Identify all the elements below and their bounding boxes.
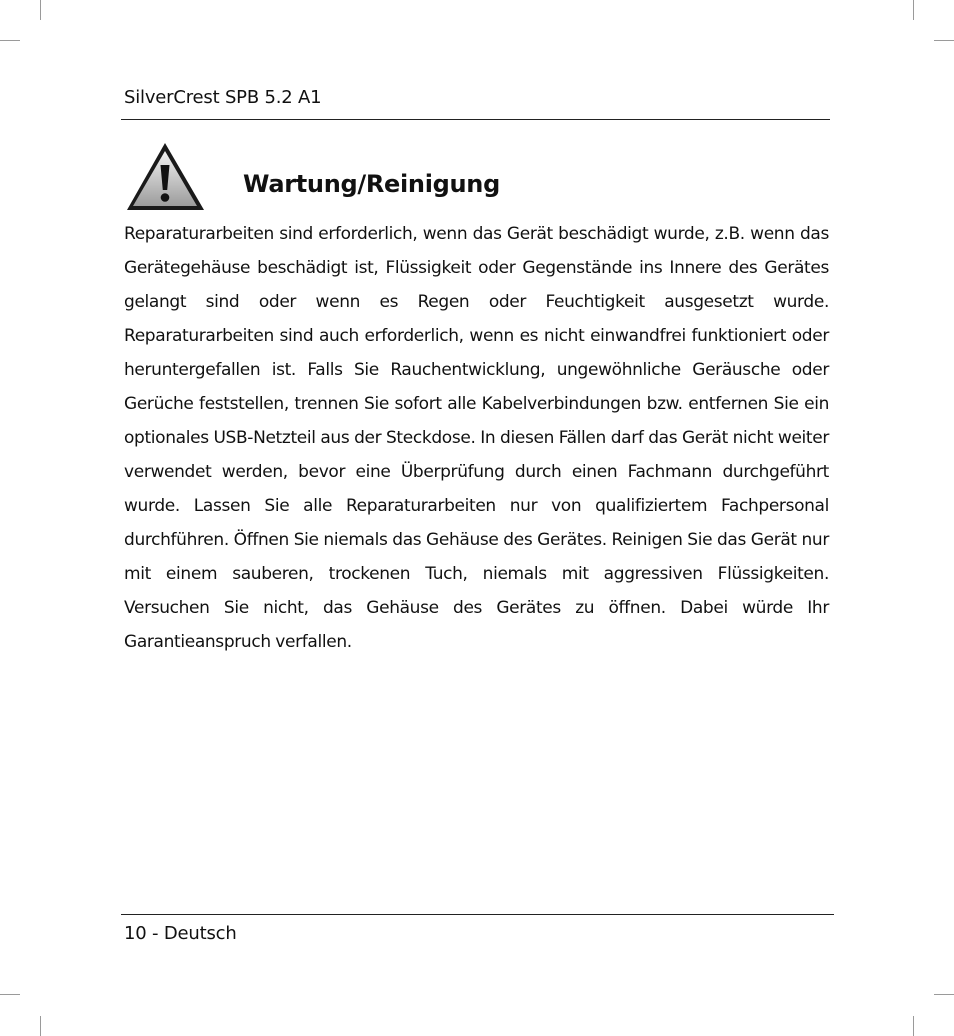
section-title: Wartung/Reinigung [243, 170, 500, 198]
footer-divider [121, 914, 834, 915]
header-divider [121, 119, 830, 120]
crop-mark-top-right-horizontal [934, 40, 954, 41]
crop-mark-bottom-left-horizontal [0, 994, 20, 995]
section-body-paragraph: Reparaturarbeiten sind erforderlich, wenn das Gerät beschädigt wurde, z.B. wenn das Gerätegehäuse beschädigt ist, Flüssigkeit oder Gegenstände ins Innere des Gerätes gelangt sind oder wenn es Regen oder Feuchtigkeit ausgesetzt wurde. Reparaturarbeiten sind auch erforderlich, wenn es nicht einwandfrei funktioniert oder heruntergefallen ist. Falls Sie Rauchentwicklung, ungewöhnliche Geräusche oder Gerüche feststellen, trennen Sie sofort alle Kabelverbindungen bzw. entfernen Sie ein optionales USB-Netzteil aus der Steckdose. In diesen Fällen darf das Gerät nicht weiter verwendet werden, bevor eine Überprüfung durch einen Fachmann durchgeführt wurde. Lassen Sie alle Reparaturarbeiten nur von qualifiziertem Fachpersonal durchführen. Öffnen Sie niemals das Gehäuse des Gerätes. Reinigen Sie das Gerät nur mit einem sauberen, trockenen Tuch, niemals mit aggressiven Flüssigkeiten. Versuchen Sie nicht, das Gehäuse des Gerätes zu öffnen. Dabei würde Ihr Garantieanspruch verfallen. [124, 224, 829, 652]
crop-mark-bottom-right-vertical [913, 1016, 914, 1036]
crop-mark-top-left-vertical [40, 0, 41, 20]
crop-mark-top-left-horizontal [0, 40, 20, 41]
crop-mark-bottom-left-vertical [40, 1016, 41, 1036]
crop-mark-bottom-right-horizontal [934, 994, 954, 995]
page-footer: 10 - Deutsch [124, 923, 237, 944]
running-header: SilverCrest SPB 5.2 A1 [124, 87, 322, 108]
warning-triangle-icon [125, 141, 207, 213]
crop-mark-top-right-vertical [913, 0, 914, 20]
